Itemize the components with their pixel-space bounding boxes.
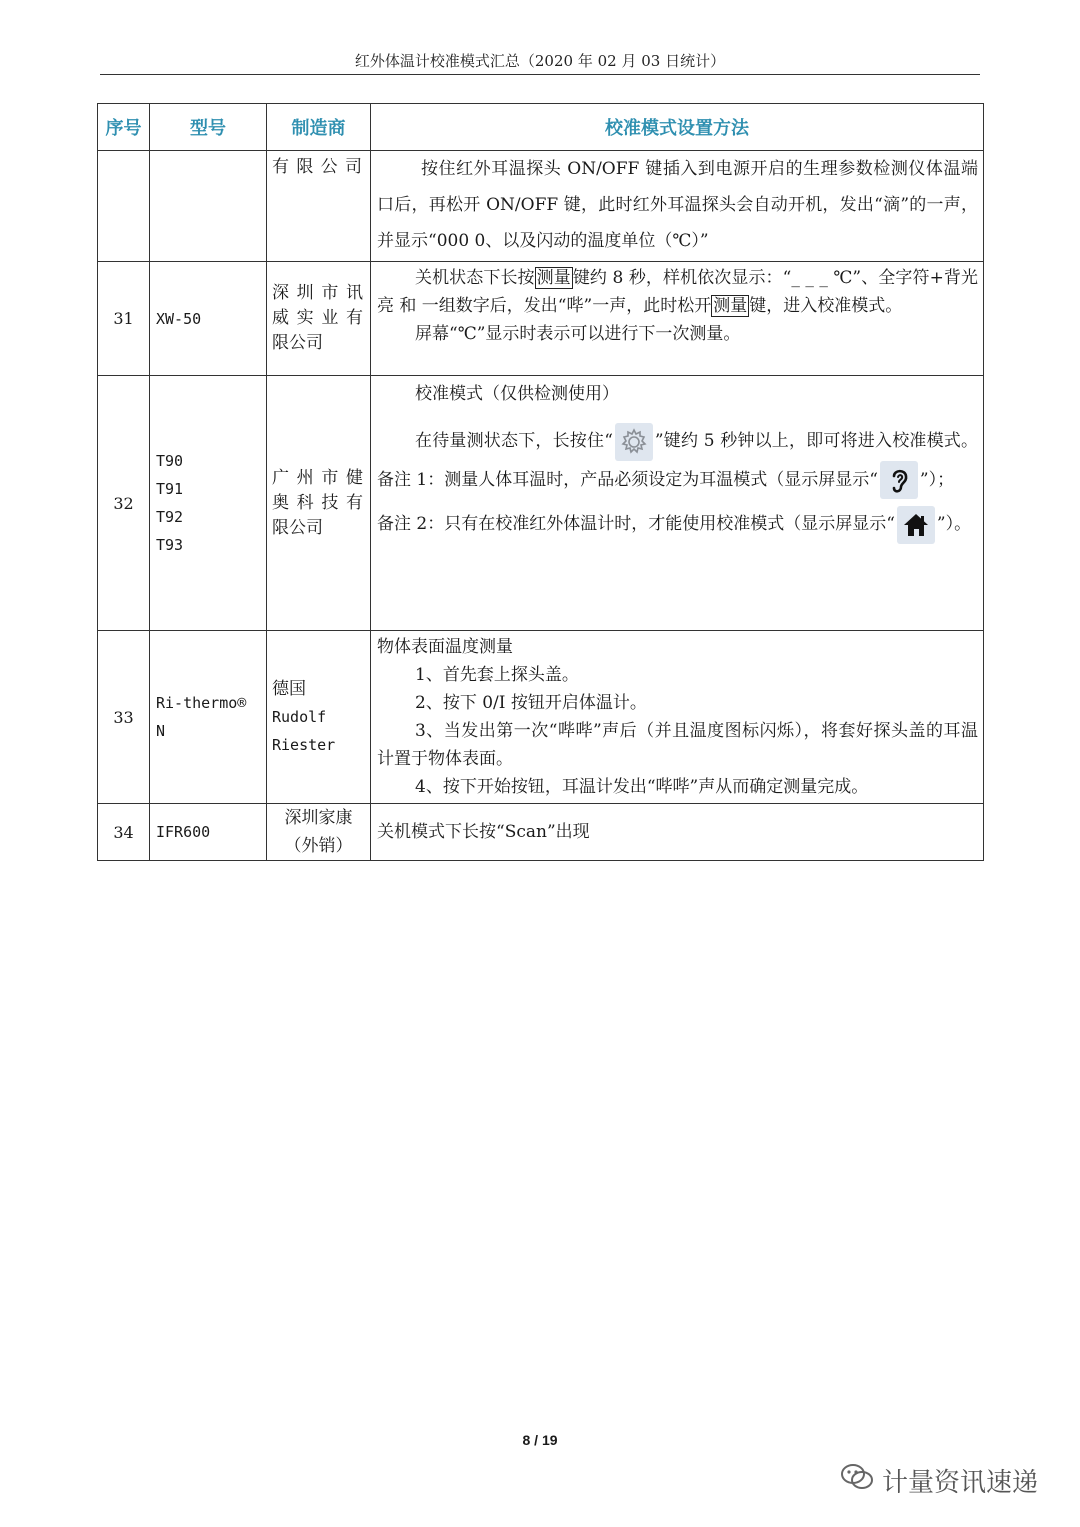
model-line: N (156, 722, 166, 740)
method-paragraph (377, 264, 978, 320)
table-row (98, 151, 984, 262)
table-row (98, 262, 984, 376)
cell-model (150, 151, 267, 262)
cell-model: XW-50 (150, 262, 267, 376)
model-line: T93 (156, 536, 184, 554)
cell-maker (267, 631, 371, 804)
method-text: ”键约 5 秒钟以上，即可将进入校准模式。备注 1：测量人体耳温时，产品必须设定为耳温模式（显示屏显示“ (377, 431, 978, 490)
page-number: 8 / 19 (522, 1432, 558, 1448)
method-text: 关机模式下长按“Scan”出现 (377, 822, 590, 842)
ear-icon (880, 461, 918, 499)
cell-model (150, 376, 267, 631)
cell-maker (267, 804, 371, 861)
model-line: T92 (156, 508, 184, 526)
cell-model: IFR600 (150, 804, 267, 861)
method-text: ”）。 (936, 514, 972, 534)
maker-line: 有限公司 (272, 157, 365, 177)
maker-line: 限公司 (272, 333, 323, 353)
maker-line: （外销） (284, 836, 353, 856)
calibration-table (97, 103, 984, 861)
method-paragraph (377, 422, 978, 499)
method-text: 关机状态下长按 (415, 268, 535, 288)
cell-index: 32 (98, 376, 150, 631)
gear-icon (615, 423, 653, 461)
cell-model (150, 631, 267, 804)
cell-index (98, 151, 150, 262)
method-step: 3、当发出第一次“哔哔”声后（并且温度图标闪烁），将套好探头盖的耳温计置于物体表面。 (377, 721, 978, 769)
page-header-title: 红外体温计校准模式汇总（2020 年 02 月 03 日统计） (354, 52, 726, 70)
method-step: 2、按下 0/I 按钮开启体温计。 (415, 693, 647, 713)
cell-maker (267, 262, 371, 376)
method-paragraph (377, 503, 978, 545)
method-text: 在待量测状态下，长按住“ (415, 431, 613, 451)
cell-maker (267, 376, 371, 631)
maker-line: 限公司 (272, 517, 323, 538)
method-step: 4、按下开始按钮，耳温计发出“哔哔”声从而确定测量完成。 (415, 777, 869, 797)
method-text: 按住红外耳温探头 ON/OFF 键插入到电源开启的生理参数检测仪体温端口后，再松开 ON/OFF 键，此时红外耳温探头会自动开机，发出“滴”的一声，并显示“000 0、以及闪动的温度单位（℃）” (377, 159, 978, 251)
table-row (98, 804, 984, 861)
method-text: 键，进入校准模式。 (749, 296, 903, 316)
home-icon (897, 506, 935, 544)
measure-key-label: 测量 (713, 296, 748, 316)
cell-index: 31 (98, 262, 150, 376)
cell-maker (267, 151, 371, 262)
maker-line: 威实业有 (272, 308, 365, 328)
method-title: 物体表面温度测量 (377, 637, 513, 657)
maker-line: 深圳市讯 (272, 283, 365, 303)
table-row (98, 376, 984, 631)
wechat-icon (840, 1462, 874, 1499)
maker-line: Riester (272, 736, 336, 754)
cell-method (371, 804, 984, 861)
model-line: Ri-thermo® (156, 694, 247, 712)
maker-line: 奥科技有 (272, 492, 365, 513)
model-line: T90 (156, 452, 184, 470)
method-text: ”）； (919, 469, 955, 490)
watermark (840, 1462, 1038, 1499)
maker-line: 广州市健 (272, 467, 365, 488)
header-divider (100, 74, 980, 75)
watermark-text: 计量资讯速递 (882, 1468, 1039, 1498)
method-step: 1、首先套上探头盖。 (415, 665, 579, 685)
cell-index: 33 (98, 631, 150, 804)
table-header-row (98, 104, 984, 151)
method-text: 备注 2：只有在校准红外体温计时，才能使用校准模式（显示屏显示“ (377, 514, 895, 534)
method-note: 屏幕“℃”显示时表示可以进行下一次测量。 (415, 324, 741, 344)
method-title: 校准模式（仅供检测使用） (415, 384, 619, 404)
cell-method (371, 262, 984, 376)
model-line: T91 (156, 480, 184, 498)
cell-index: 34 (98, 804, 150, 861)
maker-line: 德国 (272, 679, 306, 699)
col-header-method: 校准模式设置方法 (371, 104, 984, 151)
measure-key-label: 测量 (536, 268, 571, 288)
maker-line: Rudolf (272, 708, 327, 726)
col-header-model: 型号 (150, 104, 267, 151)
col-header-maker: 制造商 (267, 104, 371, 151)
method-text: 键约 8 秒，样机依次显示：“_ _ _ ℃”、全字符+背光亮 和 一组数字后，发出“哔”一声，此时松开 (377, 268, 978, 316)
col-header-index: 序号 (98, 104, 150, 151)
cell-method (371, 631, 984, 804)
maker-line: 深圳家康 (284, 808, 353, 828)
table-row (98, 631, 984, 804)
cell-method (371, 376, 984, 631)
cell-method (371, 151, 984, 262)
